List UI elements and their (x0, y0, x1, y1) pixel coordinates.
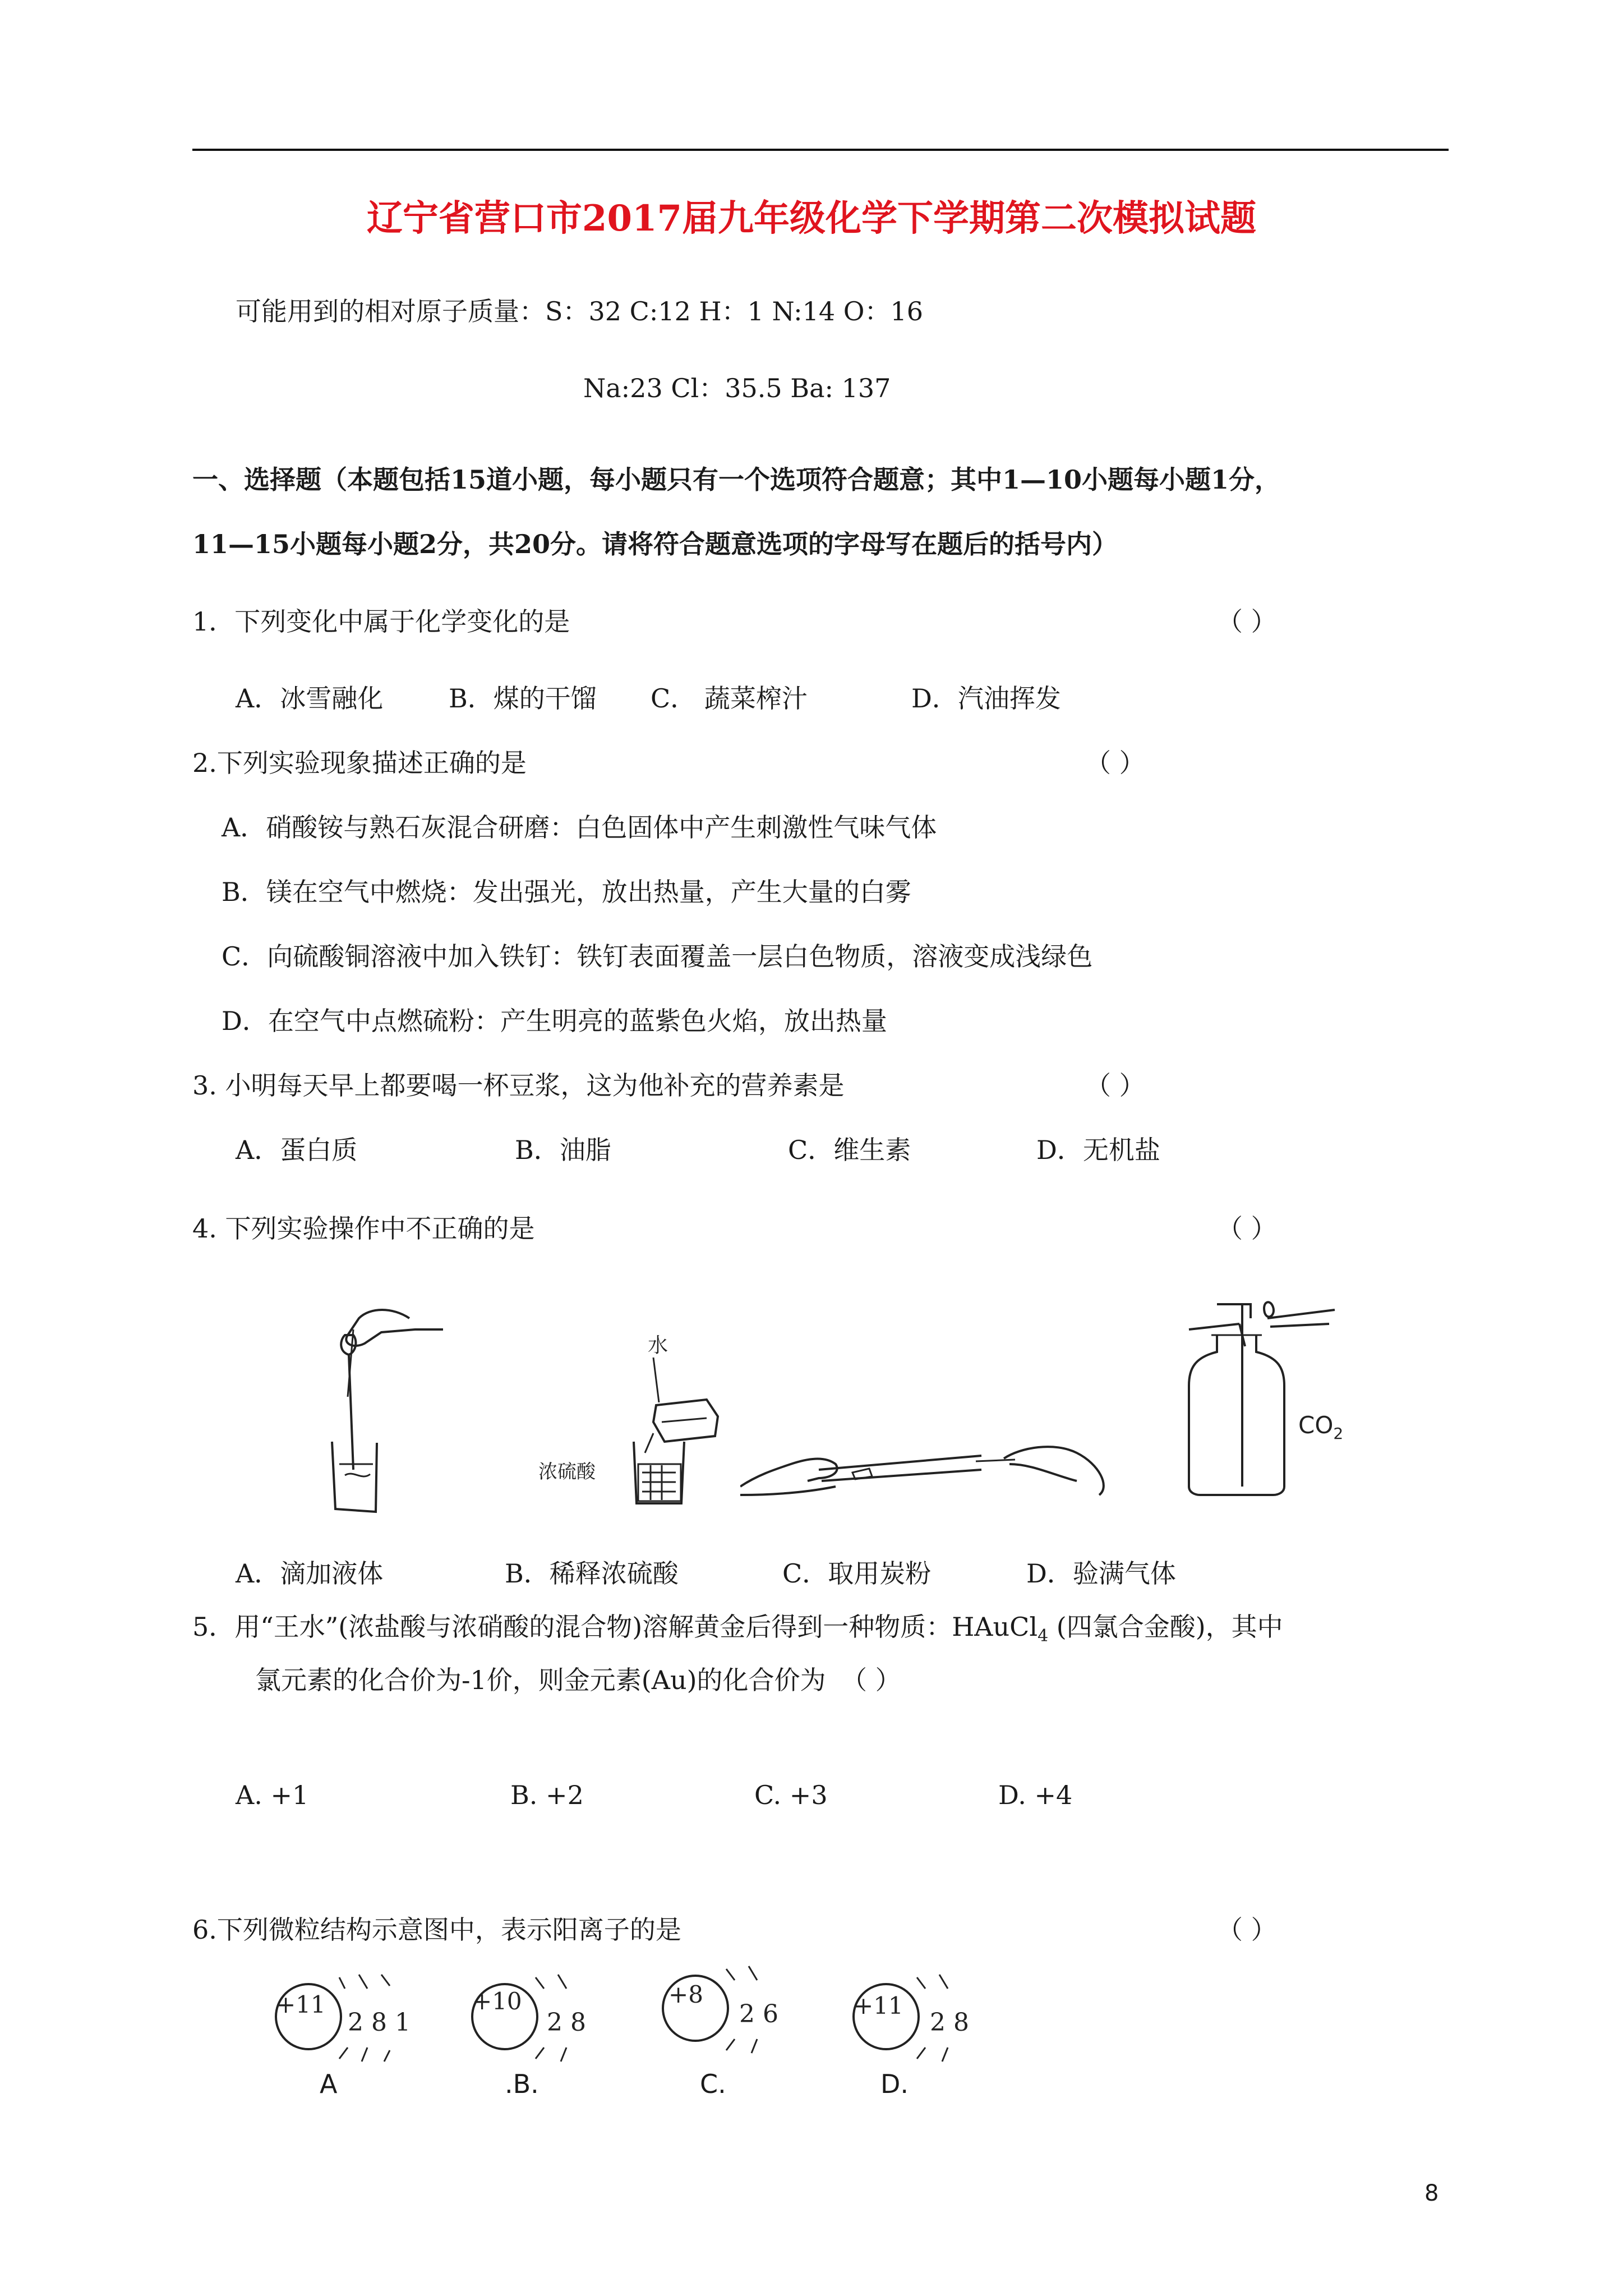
q1-option-b: B．煤的干馏 (449, 683, 597, 714)
carbon-powder-figure (740, 1425, 1110, 1515)
shell-label: 2 6 (739, 2000, 778, 2028)
q5-option-a: A. +1 (236, 1780, 309, 1810)
q3-option-c: C．维生素 (788, 1135, 911, 1165)
page-number: 8 (1424, 2180, 1439, 2206)
section-heading-line-2: 11—15小题每小题2分，共20分。请将符合题意选项的字母写在题后的括号内） (192, 529, 1118, 559)
q1-option-a: A．冰雪融化 (236, 683, 384, 714)
q6-answer-paren[interactable]: （ ） (1217, 1915, 1277, 1945)
q2-option-a: A．硝酸铵与熟石灰混合研磨：白色固体中产生刺激性气味气体 (222, 812, 937, 843)
q5-stem-line-1: 5．用“王水”(浓盐酸与浓硝酸的混合物)溶解黄金后得到一种物质：HAuCl$_4$ (四氯合金酸)，其中 (192, 1612, 1283, 1646)
q1-answer-paren[interactable]: （ ） (1217, 606, 1277, 637)
section-heading-line-1: 一、选择题（本题包括15道小题，每小题只有一个选项符合题意；其中1—10小题每小题1分， (192, 464, 1281, 495)
shell-label: 2 8 (547, 2008, 586, 2037)
q3-stem: 3. 小明每天早上都要喝一杯豆浆，这为他补充的营养素是 (192, 1070, 845, 1101)
co2-label: $CO_2$ (1298, 1411, 1344, 1443)
nucleus-label: +11 (276, 1991, 326, 2018)
nucleus-label: +11 (854, 1992, 903, 2019)
water-label: 水 (648, 1334, 668, 1357)
q6-stem: 6.下列微粒结构示意图中，表示阳离子的是 (192, 1915, 681, 1945)
q4-option-b: B．稀释浓硫酸 (505, 1558, 679, 1589)
q2-stem: 2.下列实验现象描述正确的是 (192, 748, 527, 778)
q1-stem: 1．下列变化中属于化学变化的是 (192, 606, 570, 637)
q4-option-c: C．取用炭粉 (782, 1558, 932, 1589)
atomic-mass-line-1: 可能用到的相对原子质量：S：32 C:12 H：1 N:14 O：16 (236, 296, 924, 326)
header-rule (192, 149, 1449, 151)
shell-label: 2 8 1 (348, 2008, 411, 2037)
page-title: 辽宁省营口市2017届九年级化学下学期第二次模拟试题 (366, 197, 1257, 240)
atom-diagram-d (847, 1969, 987, 2070)
atom-diagram-a (269, 1969, 426, 2070)
q3-answer-paren[interactable]: （ ） (1085, 1070, 1145, 1101)
shell-label: 2 8 (930, 2008, 969, 2037)
dilution-figure (538, 1324, 740, 1509)
atomic-mass-line-2: Na:23 Cl：35.5 Ba: 137 (583, 373, 891, 403)
atom-diagram-c (656, 1961, 796, 2062)
atom-diagram-b (465, 1969, 606, 2070)
q1-option-d: D．汽油挥发 (911, 683, 1061, 714)
q5-option-d: D. +4 (998, 1780, 1073, 1810)
q2-option-d: D．在空气中点燃硫粉：产生明亮的蓝紫色火焰，放出热量 (222, 1006, 887, 1036)
q6-label-d: D. (880, 2069, 909, 2099)
q5-answer-paren[interactable]: （ ） (841, 1665, 901, 1695)
q2-answer-paren[interactable]: （ ） (1085, 748, 1145, 778)
q6-label-a: A (320, 2069, 338, 2099)
q6-label-c: C. (700, 2069, 726, 2099)
dropper-figure (314, 1296, 460, 1520)
q3-option-a: A．蛋白质 (236, 1135, 358, 1165)
gas-bottle-figure (1178, 1296, 1368, 1498)
nucleus-label: +10 (472, 1987, 522, 2015)
q4-option-a: A．滴加液体 (236, 1558, 384, 1589)
q4-answer-paren[interactable]: （ ） (1217, 1213, 1277, 1244)
q6-label-b: .B. (505, 2069, 539, 2099)
q2-option-b: B．镁在空气中燃烧：发出强光，放出热量，产生大量的白雾 (222, 877, 911, 907)
q2-option-c: C．向硫酸铜溶液中加入铁钉：铁钉表面覆盖一层白色物质，溶液变成浅绿色 (222, 941, 1093, 972)
q3-option-d: D．无机盐 (1036, 1135, 1160, 1165)
q5-option-c: C. +3 (754, 1780, 828, 1810)
q3-option-b: B．油脂 (515, 1135, 611, 1165)
acid-label: 浓硫酸 (538, 1461, 596, 1483)
q4-stem: 4. 下列实验操作中不正确的是 (192, 1213, 535, 1244)
q4-option-d: D．验满气体 (1026, 1558, 1176, 1589)
q5-stem-line-2: 氯元素的化合价为-1价，则金元素(Au)的化合价为 (255, 1665, 826, 1695)
q5-option-b: B. +2 (510, 1780, 584, 1810)
q1-option-c: C． 蔬菜榨汁 (651, 683, 808, 714)
nucleus-label: +8 (668, 1981, 703, 2008)
